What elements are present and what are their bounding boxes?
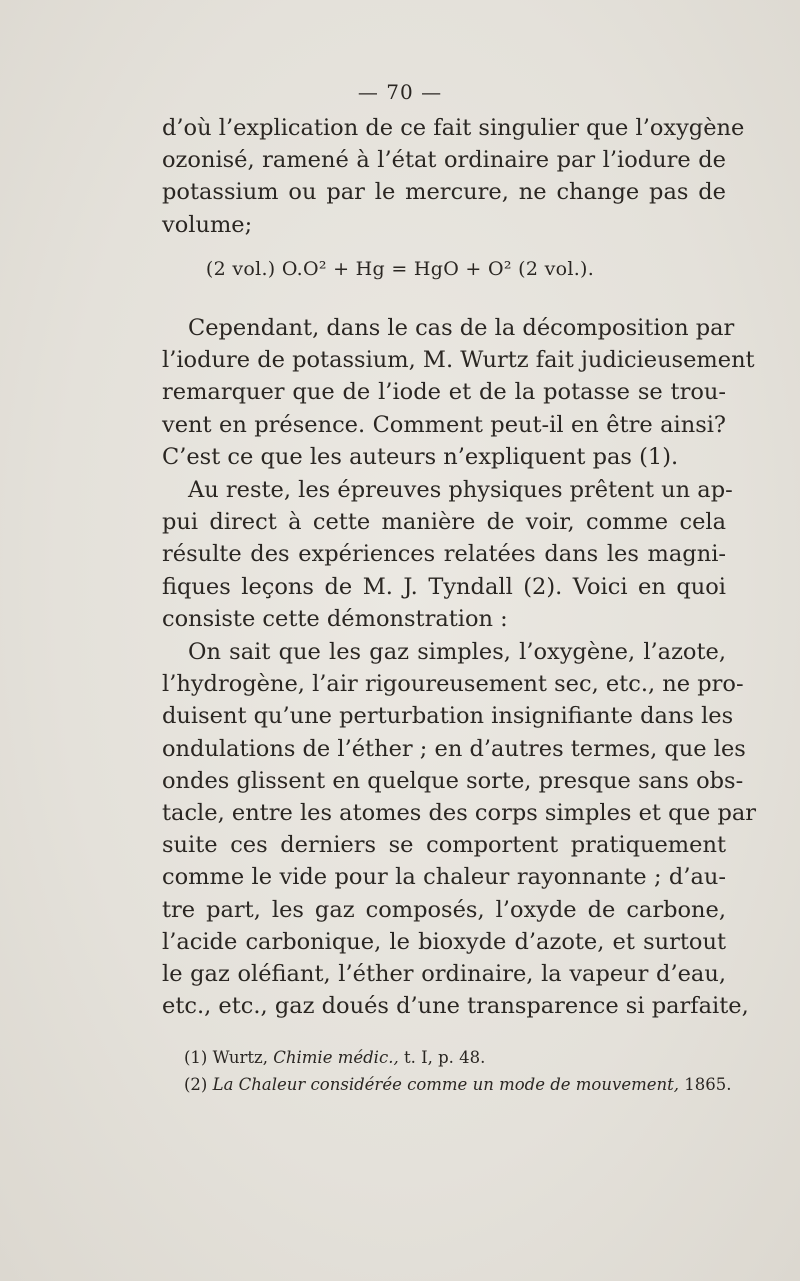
paragraph-3	[162, 474, 733, 635]
text-line: résulte des expériences relatées dans les magni-	[162, 541, 726, 568]
paragraph-1	[162, 112, 745, 241]
text-line: Au reste, les épreuves physiques prêtent un ap-	[188, 477, 733, 503]
text-line: le gaz oléfiant, l’éther ordinaire, la vapeur d’eau,	[162, 961, 726, 988]
text-line: suite ces derniers se comportent pratiquement	[162, 832, 726, 859]
text-line: l’acide carbonique, le bioxyde d’azote, et surtout	[162, 928, 726, 955]
text-line: l’hydrogène, l’air rigoureusement sec, etc., ne pro-	[162, 671, 744, 698]
text-line: l’iodure de potassium, M. Wurtz fait judicieusement	[162, 347, 755, 374]
text-line: fiques leçons de M. J. Tyndall (2). Voici en quoi	[162, 573, 726, 600]
text-line: d’où l’explication de ce fait singulier que l’oxygène	[162, 115, 745, 141]
text-line: ondes glissent en quelque sorte, presque sans obs-	[162, 767, 744, 794]
footnote-1	[184, 1044, 744, 1071]
footnote-number: (2)	[184, 1075, 208, 1094]
page-number: — 70 —	[357, 80, 443, 104]
text-line: duisent qu’une perturbation insignifiante dans les	[162, 703, 734, 730]
text-line: On sait que les gaz simples, l’oxygène, l’azote,	[188, 639, 726, 665]
text-line: vent en présence. Comment peut-il en être ainsi?	[162, 411, 726, 438]
footnote-reference: t. I, p. 48.	[403, 1048, 486, 1067]
chemical-equation: (2 vol.) O.O² + Hg = HgO + O² (2 vol.).	[205, 258, 595, 280]
text-line: tre part, les gaz composés, l’oxyde de carbone,	[162, 896, 726, 923]
text-line: tacle, entre les atomes des corps simples et que par	[162, 800, 757, 827]
text-line: pui direct à cette manière de voir, comme cela	[162, 509, 726, 536]
footnote-author: Wurtz,	[212, 1048, 268, 1067]
text-line: etc., etc., gaz doués d’une transparence si parfaite,	[162, 993, 749, 1020]
text-line: Cependant, dans le cas de la décomposition par	[188, 315, 735, 341]
text-line: ozonisé, ramené à l’état ordinaire par l’iodure de	[162, 147, 726, 174]
footnote-title: La Chaleur considérée comme un mode de mouvement,	[212, 1075, 679, 1094]
footnote-reference: 1865.	[684, 1075, 732, 1094]
paragraph-2	[162, 312, 755, 473]
text-line: volume;	[162, 211, 253, 238]
paragraph-4	[162, 636, 757, 1022]
text-line: remarquer que de l’iode et de la potasse se trou-	[162, 379, 726, 406]
footnote-title: Chimie médic.,	[273, 1048, 399, 1067]
footnotes	[184, 1044, 744, 1098]
text-line: C’est ce que les auteurs n’expliquent pas (1).	[162, 443, 679, 470]
text-line: comme le vide pour la chaleur rayonnante ; d’au-	[162, 864, 726, 891]
text-line: consiste cette démonstration :	[162, 605, 508, 632]
footnote-number: (1)	[184, 1048, 208, 1067]
text-line: potassium ou par le mercure, ne change pas de	[162, 179, 726, 206]
text-line: ondulations de l’éther ; en d’autres termes, que les	[162, 735, 746, 762]
footnote-2	[184, 1071, 744, 1098]
